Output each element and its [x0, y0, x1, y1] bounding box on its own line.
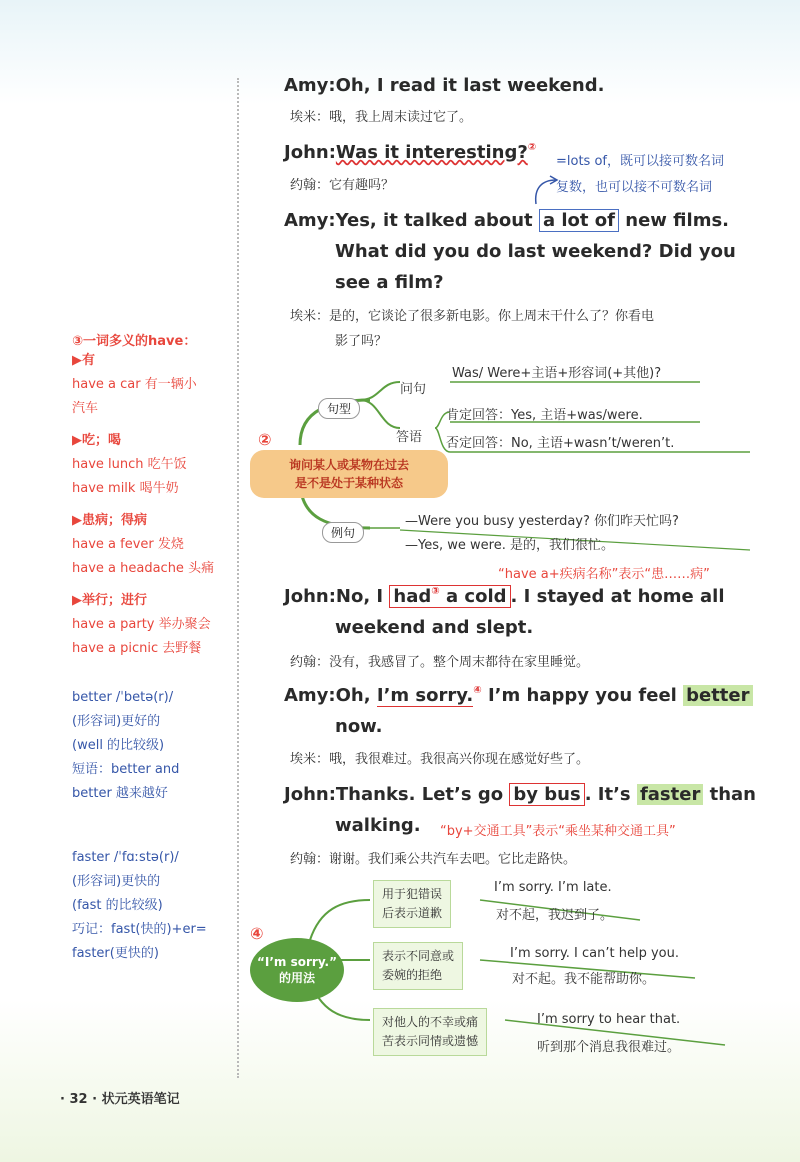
- mindmap-2-answer-yes: 肯定回答：Yes, 主语+was/were.: [446, 408, 643, 423]
- note-have-a: “have a+疾病名称”表示“患……病”: [498, 567, 710, 582]
- translation: 约翰：它有趣吗？: [290, 178, 395, 193]
- dialogue-line: Amy:Oh, I read it last weekend.: [284, 75, 605, 96]
- mindmap-2-ask-label: 问句: [400, 382, 427, 397]
- translation: 约翰：谢谢。我们乘公共汽车去吧。它比走路快。: [290, 852, 577, 867]
- mindmap-4-branch-3-zh: 听到那个消息我很难过。: [537, 1040, 681, 1055]
- translation: 埃米：哦，我上周末读过它了。: [290, 110, 473, 125]
- dialogue-line: John:Thanks. Let’s go by bus . It’s faster than: [284, 784, 756, 805]
- mindmap-4-branch-1: 用于犯错误 后表示道歉: [373, 880, 451, 928]
- dialogue-line: walking.: [335, 815, 421, 836]
- mindmap-4-branch-3: 对他人的不幸或痛 苦表示同情或遗憾: [373, 1008, 487, 1056]
- sidebar-have: ③一词多义的have： ▶有 have a car 有一辆小 汽车 ▶吃；喝 have lunch 吃午饭 have milk 喝牛奶 ▶患病；得病 have a fever 发烧 have a headache 头痛 ▶举行；进行 have a party 举办聚会 have a picnic 去野餐: [72, 334, 215, 656]
- note-lot-of-1: =lots of，既可以接可数名词: [556, 154, 724, 169]
- mindmap-2-example-2: —Yes, we were. 是的，我们很忙。: [405, 538, 614, 553]
- dialogue-line: now.: [335, 716, 383, 737]
- mindmap-2-answer-no: 否定回答：No, 主语+wasn’t/weren’t.: [446, 436, 675, 451]
- mindmap-4-branch-2-zh: 对不起。我不能帮助你。: [512, 972, 656, 987]
- mindmap-2-pattern-label: 句型: [318, 398, 360, 419]
- sidebar-better: better /ˈbetə(r)/ (形容词)更好的 (well 的比较级) 短语：better and better 越来越好: [72, 690, 180, 801]
- dialogue-line: see a film?: [335, 272, 444, 293]
- mindmap-4-branch-2-en: I’m sorry. I can’t help you.: [510, 946, 679, 961]
- note-lot-of-2: 复数，也可以接不可数名词: [556, 180, 713, 195]
- sidebar-faster: faster /ˈfɑːstə(r)/ (形容词)更快的 (fast 的比较级) 巧记：fast(快的)+er= faster(更快的): [72, 850, 207, 961]
- dialogue-line: Amy:Yes, it talked about a lot of new films.: [284, 210, 730, 231]
- mindmap-4-center: “I’m sorry.” 的用法: [250, 938, 344, 1002]
- mindmap-4-branch-1-zh: 对不起，我迟到了。: [496, 908, 614, 923]
- dialogue-line: Amy:Oh, I’m sorry.④ I’m happy you feel better: [284, 685, 753, 706]
- translation: 埃米：是的，它谈论了很多新电影。你上周末干什么了？你看电: [290, 309, 655, 324]
- mindmap-2-example-label: 例句: [322, 522, 364, 543]
- mindmap-4-branch-1-en: I’m sorry. I’m late.: [494, 880, 612, 895]
- dialogue-line: weekend and slept.: [335, 617, 534, 638]
- mindmap-2-center: 询问某人或某物在过去 是不是处于某种状态: [250, 450, 448, 498]
- translation: 影了吗？: [335, 334, 388, 349]
- page-footer: · 32 · 状元英语笔记: [60, 1092, 180, 1107]
- mindmap-4-number: ④: [250, 924, 264, 943]
- mindmap-4-branch-2: 表示不同意或 委婉的拒绝: [373, 942, 463, 990]
- mindmap-2-number: ②: [258, 430, 272, 449]
- dialogue-line: John:No, I had③ a cold . I stayed at home all: [284, 586, 725, 607]
- mindmap-4-branch-3-en: I’m sorry to hear that.: [537, 1012, 681, 1027]
- note-arrow-icon: [530, 168, 560, 208]
- translation: 约翰：没有，我感冒了。整个周末都待在家里睡觉。: [290, 655, 590, 670]
- mindmap-2-ask-text: Was/ Were+主语+形容词(+其他)?: [452, 366, 662, 381]
- column-divider: [237, 78, 239, 1078]
- mindmap-2-example-1: —Were you busy yesterday? 你们昨天忙吗?: [405, 514, 679, 529]
- mindmap-2-answer-label: 答语: [396, 430, 423, 445]
- dialogue-line: What did you do last weekend? Did you: [335, 241, 736, 262]
- translation: 埃米：哦，我很难过。我很高兴你现在感觉好些了。: [290, 752, 590, 767]
- dialogue-line: John:Was it interesting?②: [284, 142, 537, 163]
- note-by-transport: “by+交通工具”表示“乘坐某种交通工具”: [440, 824, 676, 839]
